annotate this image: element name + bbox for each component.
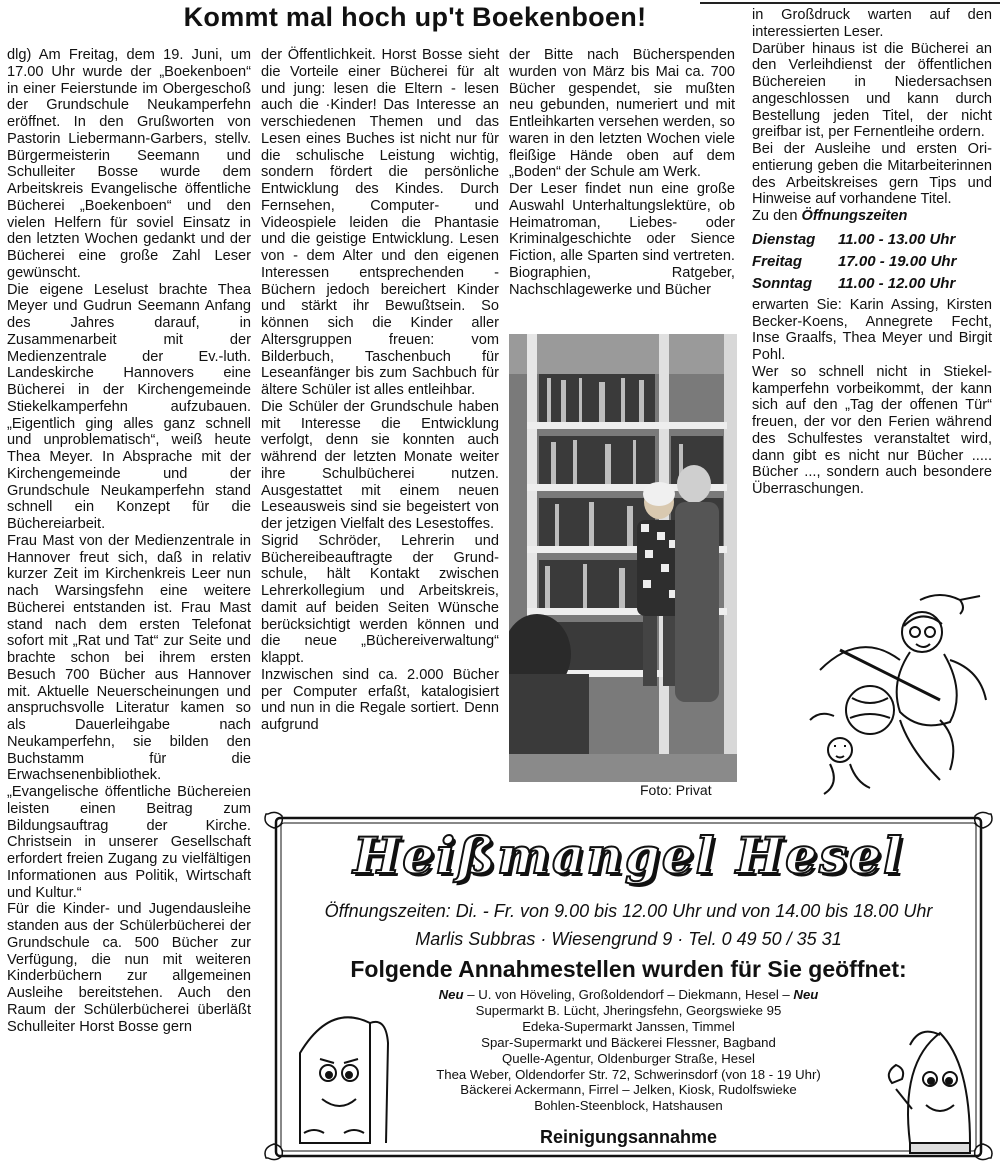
hours-intro-text: Zu den (752, 208, 802, 224)
library-photo-drawing (509, 334, 737, 782)
hours-day: Dienstag (752, 230, 816, 248)
ad-list-item: Bohlen-Steenblock, Hatshausen (534, 1098, 723, 1114)
paragraph: „Evangelische öffentliche Büchereien leisten einen Beitrag zum Bildungsauftrag der Kirche. Christsein in unserer Gesellschaft erfordert freien Zugang zu vielfältigen Informationen aus Politik, Wirtschaft und Kultur.“ (7, 784, 251, 901)
cartoon-drawing (800, 580, 995, 800)
top-rule (700, 2, 1000, 4)
hours-time: 11.00 - 13.00 Uhr (838, 230, 956, 248)
hours-time: 11.00 - 12.00 Uhr (838, 274, 956, 292)
library-photo (509, 334, 737, 782)
neu-label: Neu (438, 987, 464, 1002)
hours-intro (752, 208, 992, 225)
ad-opening-hours: Öffnungszeiten: Di. - Fr. von 9.00 bis 12.00 Uhr und von 14.00 bis 18.00 Uhr (324, 901, 933, 921)
article-column-4 (752, 7, 992, 498)
ad-address: Marlis Subbras · Wiesengrund 9 · Tel. 0 49 50 / 35 31 (415, 929, 842, 949)
previous-article-fragment (0, 0, 120, 6)
paragraph: Inzwischen sind ca. 2.000 Bücher per Computer erfaßt, katalogisiert und nun in die Regale sortiert. Denn aufgrund (261, 666, 499, 733)
paragraph: der Öffentlichkeit. Horst Bosse sieht die Vorteile einer Bücherei für alt und jung: lesen die Eltern - lesen auch die ·Kinder! Das Interesse an verschiedenen Themen und das Lesen eines Buches ist nicht nur für die schulische Leistung wichtig, sondern fördert die persönliche Entwicklung des Kindes. Durch Fernsehen, Computer- und Videospiele leiden die Phantasie und die geistige Entwicklung. Lesen von - dem Alter und den eigenen Interessen entsprechenden - Büchern jedoch bereichert Kinder und stärkt ihr Bewußtsein. So können sich die Kinder aller Altersgruppen freuen: vom Bilderbuch, Taschenbuch für Leseanfänger bis zum Sachbuch für ältere Schüler ist alles entleihbar. (261, 47, 499, 398)
paragraph: Der Leser findet nun eine große Auswahl Unterhaltungslektüre, ob Heimatroman, Liebes- oder Kriminalgeschichte oder Sience Fiction, alle Sparten sind vertreten. Biographien, Ratgeber, Nachschlagewerke und Bücher (509, 181, 735, 298)
paragraph: Frau Mast von der Medienzentrale in Hannover freut sich, daß in relativ kurzer Zeit im Kirchenkreis Leer nun nach Warsingsfehn eine weitere Bücherei entstanden ist. Frau Mast stand nach dem ersten Telefonat sofort mit „Rat und Tat“ zur Seite und brachte schon bei ihrem ersten Besuch 700 Bücher aus Hannover mit. Aktuelle Neuerscheinungen und anspruchsvolle Literatur kamen so als Dauerleihgabe nach Neukamperfehn, sie bilden den Buchstamm für die Erwachsenenbibliothek. (7, 532, 251, 784)
ad-annahme-list (372, 987, 885, 1114)
paragraph: Für die Kinder- und Jugendausleihe standen aus der Schülerbücherei der Grundschule ca. 500 Bücher zur Verfügung, die nun mit weiteren Kinderbüchern zur allgemeinen Ausleihe bereitstehen. Auch den Raum der Schülerbücherei überläßt Schulleiter Horst Bosse gern (7, 901, 251, 1035)
paragraph: Bei der Ausleihe und ersten Orientierung geben die Mitarbeiterinnen des Arbeitskreises gern Tips und Hinweise auf vorhandene Titel. (752, 141, 992, 208)
paragraph: Die Schüler der Grundschule haben mit Interesse die Entwicklung verfolgt, denn sie konnten auch während der letzten Monate weiter ihre Schulbücherei nutzen. Ausgestattet mit einem neuen Leseausweis sind sie begeistert von der jetzigen Vielfalt des Lesestoffes. (261, 398, 499, 532)
paragraph: in Großdruck warten auf den interessierten Leser. (752, 7, 992, 40)
paragraph: dlg) Am Freitag, dem 19. Juni, um 17.00 Uhr wurde der „Boekenboen“ in einer Feierstunde im Obergeschoß der Grundschule Neukamperfehn eröffnet. In den Grußworten von Pastorin Liebermann-Garbers, stellv. Bürgermeisterin Seemann und Schulleiter Bosse wurde dem Arbeitskreis Evangelische öffentliche Bücherei „Boekenboen“ und den vielen Helfern für soviel Einsatz in den letzten Wochen gedankt und der Bücherei eine große Zahl Leser gewünscht. (7, 47, 251, 281)
paragraph: Die eigene Leselust brachte Thea Meyer und Gudrun Seemann Anfang des Jahres darauf, in Zusammenarbeit mit der Medienzentrale der Ev.-luth. Landeskirche Hannovers eine Bücherei in der Kirchengemeinde Stiekelkamperfehn aufzubauen. „Eigentlich ging alles ganz schnell und unproblematisch“, weiß heute Thea Meyer. In Absprache mit der Kirchengemeinde und der Grundschule Neukamperfehn stand schnell ein Konzept für die Büchereiarbeit. (7, 281, 251, 532)
ad-annahme-heading: Folgende Annahmestellen wurden für Sie geöffnet: (350, 956, 907, 982)
hours-day: Freitag (752, 252, 803, 270)
hours-row (752, 251, 992, 273)
ad-first-line: – U. von Höveling, Großoldendorf – Diekmann, Hesel – (463, 987, 794, 1002)
iron-character-right-icon (880, 1013, 990, 1158)
advertisement-heissmangel (262, 808, 995, 1164)
paragraph: Sigrid Schröder, Lehrerin und Büchereibeauftragte der Grundschule, hält Kontakt zwischen Lehrerkollegium und Arbeitskreis, damit auf beiden Seiten Wünsche berücksichtigt werden können und die neue „Büchereiverwaltung“ klappt. (261, 532, 499, 666)
ad-list-item: Quelle-Agentur, Oldenburger Straße, Hesel (502, 1050, 755, 1066)
hours-time: 17.00 - 19.00 Uhr (838, 252, 957, 270)
paragraph: Wer so schnell nicht in Stiekelkamperfehn vorbeikommt, der kann sich auf den „Tag der offenen Tür“ freuen, der vor den Ferien während des Schulfestes veranstaltet wird, dann gibt es nicht nur Bücher ..... Bücher ..., sondern auch besondere Überraschungen. (752, 363, 992, 497)
ad-list-item-first (372, 987, 885, 1003)
ad-footer: Reinigungsannahme (539, 1127, 718, 1147)
ad-list-item: Bäckerei Ackermann, Firrel – Jelken, Kiosk, Rudolfswieke (460, 1082, 797, 1098)
article-column-3 (509, 47, 735, 298)
paragraph: Darüber hinaus ist die Bücherei an den Verleihdienst der öffentlichen Büchereien in Niedersachsen angeschlossen und kann durch Bestellung jeden Titel, der nicht greifbar ist, per Fernentleihe ordern. (752, 40, 992, 141)
neu-label: Neu (793, 987, 819, 1002)
ad-title: Heißmangel Hesel (353, 826, 904, 885)
article-column-2 (261, 47, 499, 734)
ad-list-item: Spar-Supermarkt und Bäckerei Flessner, Bagband (481, 1034, 776, 1050)
hours-intro-bold: Öffnungszeiten (801, 208, 908, 224)
paragraph: der Bitte nach Bücherspenden wurden von März bis Mai ca. 700 Bücher gespendet, sie mußten neu gebunden, numeriert und mit Entleihkarten versehen werden, so waren in den letzten Wochen viele fleißige Hände oben auf dem „Boden“ der Schule am Werk. (509, 47, 735, 181)
hours-day: Sonntag (752, 274, 812, 292)
ad-list-item: Supermarkt B. Lücht, Jheringsfehn, Georgswieke 95 (475, 1002, 782, 1018)
ad-list-item: Thea Weber, Oldendorfer Str. 72, Schwerinsdorf (von 18 - 19 Uhr) (436, 1066, 821, 1082)
hours-row (752, 229, 992, 251)
opening-hours-table (752, 229, 992, 295)
ad-list-item: Edeka-Supermarkt Janssen, Timmel (522, 1018, 735, 1034)
hours-row (752, 273, 992, 295)
article-headline: Kommt mal hoch up't Boekenboen! (183, 2, 647, 32)
photo-caption: Foto: Privat (640, 782, 712, 798)
paragraph: erwarten Sie: Karin Assing, Kirsten Becker-Koens, Annegrete Fecht, Inse Graalfs, Thea Meyer und Birgit Pohl. (752, 296, 992, 363)
iron-character-left-icon (280, 1003, 390, 1153)
cartoon-illustration (800, 580, 995, 800)
article-column-1 (7, 47, 251, 1035)
